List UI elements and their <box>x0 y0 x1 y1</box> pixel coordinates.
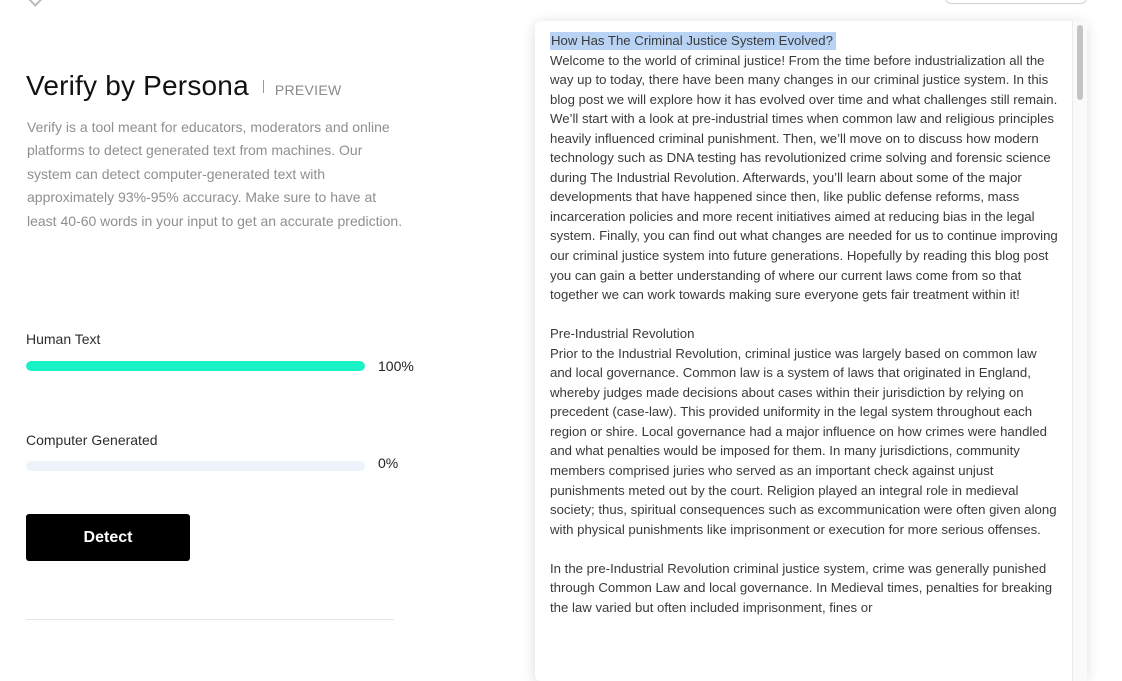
scrollbar[interactable] <box>1072 21 1087 681</box>
top-right-button[interactable] <box>945 0 1087 4</box>
text-input-panel[interactable] <box>535 21 1086 681</box>
scrollbar-thumb[interactable] <box>1077 25 1083 100</box>
human-text-bar-fill <box>26 361 365 371</box>
text-input-area[interactable] <box>550 31 1062 637</box>
text-paragraph: Welcome to the world of criminal justice! From the time before industrialization all the way up to today, there have been many changes in our criminal justice system. In this blog post we will explore how it has evolved over time and what challenges still remain. We’ll start with a look at pre-industrial times when common law and religious principles heavily influenced criminal punishment. Then, we’ll move on to discuss how modern technology such as DNA testing has revolutionized crime solving and forensic science during The Industrial Revolution. Afterwards, you’ll learn about some of the major developments that have happened since then, like public defense reforms, mass incarceration policies and more recent initiatives aimed at reducing bias in the legal system. Finally, you can find out what changes are needed for us to continue improving our criminal justice system into future generations. Hopefully by reading this blog post you can gain a better understanding of where our current laws come from so that together we can work towards making sure everyone gets fair treatment within it! <box>550 52 1058 303</box>
tool-description: Verify is a tool meant for educators, moderators and online platforms to detect generated text from machines. Our system can detect computer-generated text with approximately 93%-95% accuracy. Make sure to have at least 40-60 words in your input to get an accurate prediction. <box>27 119 403 229</box>
selected-text: How Has The Criminal Justice System Evolved? <box>550 32 836 50</box>
text-paragraph: In the pre-Industrial Revolution criminal justice system, crime was generally punished through Common Law and local governance. In Medieval times, penalties for breaking the law varied but often included imprisonment, fines or <box>550 560 1053 615</box>
human-text-percent: 100% <box>378 358 414 374</box>
back-arrow-icon[interactable] <box>28 0 44 7</box>
computer-generated-bar <box>26 461 365 471</box>
detect-button[interactable]: Detect <box>26 514 190 561</box>
preview-tag: PREVIEW <box>274 82 342 98</box>
computer-generated-label: Computer Generated <box>26 432 158 448</box>
page-title: Verify by Persona <box>26 70 249 101</box>
human-text-label: Human Text <box>26 331 101 347</box>
section-divider <box>26 619 394 620</box>
human-text-bar <box>26 361 365 371</box>
title-divider <box>263 80 264 93</box>
header <box>26 70 342 102</box>
text-heading: Pre-Industrial Revolution <box>550 326 695 342</box>
computer-generated-percent: 0% <box>378 455 399 471</box>
text-paragraph: Prior to the Industrial Revolution, criminal justice was largely based on common law and local governance. Common law is a system of laws that originated in England, whereby judges made decisions about cases within their jurisdiction by relying on precedent (case-law). This provided uniformity in the legal system throughout each region or shire. Local governance had a major influence on how crimes were handled and what penalties would be imposed for them. In many jurisdictions, community members comprised juries who served as an important check against unjust punishments meted out by the court. Religion played an integral role in medieval society; thus, spiritual consequences such as excommunication were often given along with physical punishments like imprisonment or execution for more serious offenses. <box>550 345 1057 537</box>
